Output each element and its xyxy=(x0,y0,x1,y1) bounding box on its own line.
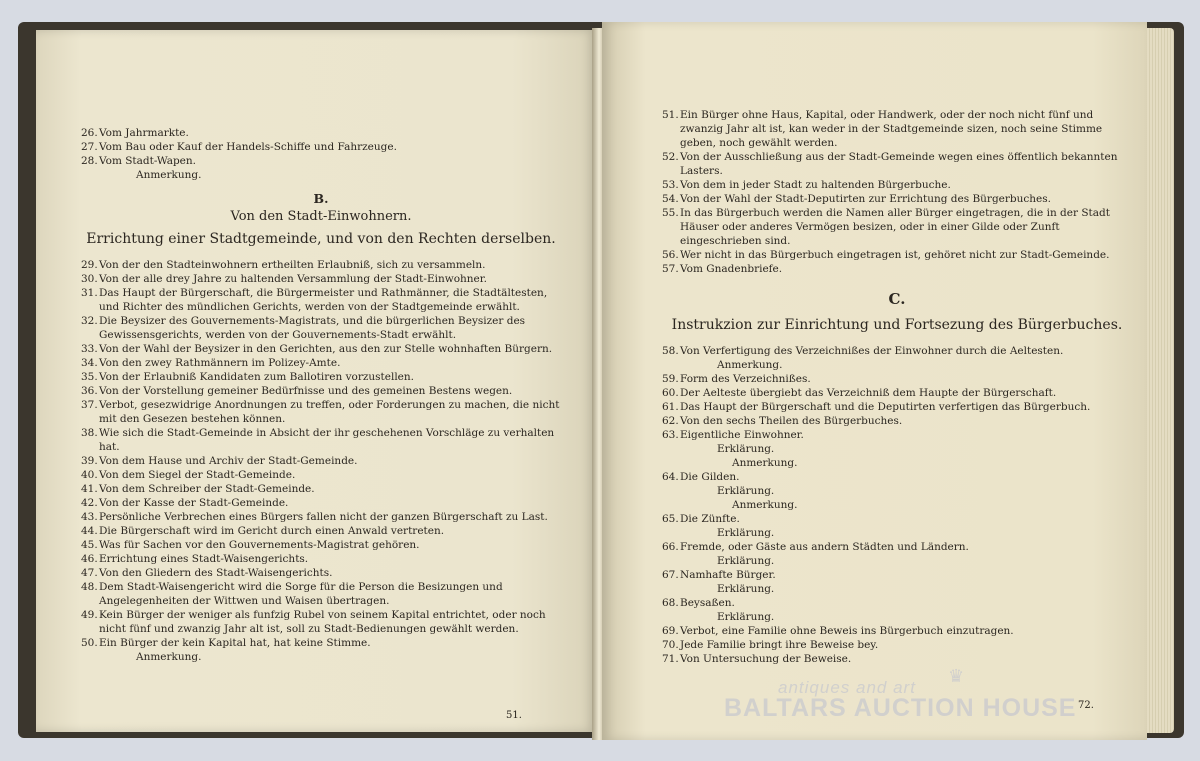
entry-number: 46. xyxy=(81,553,98,565)
entry-number: 54. xyxy=(662,193,679,205)
list-item xyxy=(81,524,561,538)
entry-text: Von Untersuchung der Beweise. xyxy=(680,653,852,665)
list-item xyxy=(662,248,1132,262)
entry-text: Von der Vorstellung gemeiner Bedürfnisse und des gemeinen Bestens wegen. xyxy=(99,385,513,397)
entry-note: Anmerkung. xyxy=(717,359,783,371)
entry-note: Anmerkung. xyxy=(136,651,202,663)
list-item xyxy=(662,652,1132,666)
entry-text: Die Bürgerschaft wird im Gericht durch einen Anwald vertreten. xyxy=(99,525,445,537)
list-item xyxy=(81,342,561,356)
list-item xyxy=(662,206,1132,248)
entry-text: Von dem Schreiber der Stadt-Gemeinde. xyxy=(99,483,315,495)
entry-text: Vom Bau oder Kauf der Handels-Schiffe und Fahrzeuge. xyxy=(99,141,397,153)
section-title: Instrukzion zur Einrichtung und Fortsezung des Bürgerbuches. xyxy=(671,317,1123,333)
watermark-brand: BALTARS AUCTION HOUSE xyxy=(724,694,1077,722)
entry-number: 37. xyxy=(81,399,98,411)
entry-text: Jede Familie bringt ihre Beweise bey. xyxy=(680,639,879,651)
left-page xyxy=(36,30,596,732)
entry-number: 47. xyxy=(81,567,98,579)
entry-text: Die Gilden. xyxy=(680,471,740,483)
entry-text: Von der Ausschließung aus der Stadt-Gemeinde wegen eines öffentlich bekannten Lasters. xyxy=(680,151,1118,177)
entry-number: 65. xyxy=(662,513,679,525)
entry-text: Beysaßen. xyxy=(680,597,735,609)
entry-text: Errichtung eines Stadt-Waisengerichts. xyxy=(99,553,309,565)
section-letter: B. xyxy=(313,191,329,206)
list-item xyxy=(81,154,561,168)
list-item xyxy=(81,140,561,154)
entry-text: Von den zwey Rathmännern im Polizey-Amte. xyxy=(99,357,341,369)
entry-number: 63. xyxy=(662,429,679,441)
list-item xyxy=(662,192,1132,206)
list-item xyxy=(81,510,561,524)
list-item xyxy=(81,580,561,608)
list-item xyxy=(81,426,561,454)
entry-number: 71. xyxy=(662,653,679,665)
entry-text: Von Verfertigung des Verzeichnißes der Einwohner durch die Aeltesten. xyxy=(680,345,1064,357)
entry-text: Dem Stadt-Waisengericht wird die Sorge für die Person die Besizungen und Angelegenheiten der Wittwen und Waisen übertragen. xyxy=(99,581,503,607)
entry-number: 33. xyxy=(81,343,98,355)
entry-text: Namhafte Bürger. xyxy=(680,569,776,581)
list-item xyxy=(81,314,561,342)
entry-number: 60. xyxy=(662,387,679,399)
list-item xyxy=(662,372,1132,386)
entry-number: 62. xyxy=(662,415,679,427)
entry-text: Vom Jahrmarkte. xyxy=(99,127,189,139)
entry-text: Vom Stadt-Wapen. xyxy=(99,155,196,167)
entry-text: Von der Kasse der Stadt-Gemeinde. xyxy=(99,497,289,509)
entry-text: Eigentliche Einwohner. xyxy=(680,429,804,441)
entry-number: 57. xyxy=(662,263,679,275)
entry-text: Von der alle drey Jahre zu haltenden Versammlung der Stadt-Einwohner. xyxy=(99,273,487,285)
entry-explanation: Erklärung. xyxy=(717,443,775,455)
entry-number: 67. xyxy=(662,569,679,581)
entry-text: Wie sich die Stadt-Gemeinde in Absicht der ihr geschehenen Vorschläge zu verhalten hat. xyxy=(99,427,555,453)
crown-icon: ♛ xyxy=(948,666,965,686)
entry-number: 55. xyxy=(662,207,679,219)
entry-number: 64. xyxy=(662,471,679,483)
entry-number: 40. xyxy=(81,469,98,481)
list-item xyxy=(81,454,561,468)
entry-number: 34. xyxy=(81,357,98,369)
entry-text: Ein Bürger der kein Kapital hat, hat keine Stimme. xyxy=(99,637,371,649)
auction-watermark xyxy=(720,666,1120,736)
entry-number: 68. xyxy=(662,597,679,609)
open-book xyxy=(18,14,1184,740)
list-item xyxy=(662,178,1132,192)
entry-text: Persönliche Verbrechen eines Bürgers fallen nicht der ganzen Bürgerschaft zu Last. xyxy=(99,511,548,523)
entry-text: Von dem Hause und Archiv der Stadt-Gemeinde. xyxy=(99,455,358,467)
list-item xyxy=(662,540,1132,554)
entry-note: Anmerkung. xyxy=(136,169,202,181)
right-page-entries xyxy=(662,108,1132,666)
list-item xyxy=(81,496,561,510)
list-item xyxy=(81,538,561,552)
list-item xyxy=(662,596,1132,610)
entry-number: 39. xyxy=(81,455,98,467)
entry-text: Ein Bürger ohne Haus, Kapital, oder Handwerk, oder der noch nicht fünf und zwanzig Jahr alt ist, kan weder in der Stadtgemeinde sizen, noch seine Stimme geben, noch gewählt werden. xyxy=(680,109,1103,149)
entry-number: 43. xyxy=(81,511,98,523)
entry-number: 31. xyxy=(81,287,98,299)
section-letter: C. xyxy=(888,290,906,308)
left-page-entries xyxy=(81,126,561,664)
entry-number: 38. xyxy=(81,427,98,439)
entry-text: Die Beysizer des Gouvernements-Magistrats, und die bürgerlichen Beysizer des Gewissensgerichts, werden von der Gouvernements-Stadt erwählt. xyxy=(99,315,526,341)
entry-text: Von dem in jeder Stadt zu haltenden Bürgerbuche. xyxy=(680,179,951,191)
entry-number: 29. xyxy=(81,259,98,271)
entry-number: 36. xyxy=(81,385,98,397)
entry-explanation: Erklärung. xyxy=(717,583,775,595)
list-item xyxy=(81,126,561,140)
entry-number: 32. xyxy=(81,315,98,327)
list-item xyxy=(662,512,1132,526)
entry-note: Anmerkung. xyxy=(732,499,798,511)
watermark-tagline: antiques and art xyxy=(778,678,916,697)
entry-number: 26. xyxy=(81,127,98,139)
list-item xyxy=(662,386,1132,400)
entry-number: 41. xyxy=(81,483,98,495)
entry-number: 28. xyxy=(81,155,98,167)
entry-number: 70. xyxy=(662,639,679,651)
entry-number: 45. xyxy=(81,539,98,551)
list-item xyxy=(662,150,1132,178)
entry-text: Die Zünfte. xyxy=(680,513,740,525)
entry-text: Von den sechs Theilen des Bürgerbuches. xyxy=(680,415,903,427)
list-item xyxy=(662,624,1132,638)
list-item xyxy=(662,400,1132,414)
entry-explanation: Erklärung. xyxy=(717,611,775,623)
entry-explanation: Erklärung. xyxy=(717,527,775,539)
page-edges xyxy=(1144,28,1174,733)
list-item xyxy=(662,428,1132,442)
entry-text: Fremde, oder Gäste aus andern Städten und Ländern. xyxy=(680,541,969,553)
entry-text: In das Bürgerbuch werden die Namen aller Bürger eingetragen, die in der Stadt Häuser oder anderes Vermögen besizen, oder in einer Gilde oder Zunft eingeschrieben sind. xyxy=(680,207,1110,247)
list-item xyxy=(662,344,1132,358)
page-number: 72. xyxy=(1078,700,1094,711)
entry-note: Anmerkung. xyxy=(732,457,798,469)
list-item xyxy=(662,262,1132,276)
entry-text: Das Haupt der Bürgerschaft, die Bürgermeister und Rathmänner, die Stadtältesten, und Richter des mündlichen Gerichts, werden von der Stadtgemeinde erwählt. xyxy=(99,287,548,313)
entry-number: 53. xyxy=(662,179,679,191)
entry-number: 27. xyxy=(81,141,98,153)
entry-number: 58. xyxy=(662,345,679,357)
entry-text: Das Haupt der Bürgerschaft und die Deputirten verfertigen das Bürgerbuch. xyxy=(680,401,1091,413)
list-item xyxy=(81,398,561,426)
entry-number: 48. xyxy=(81,581,98,593)
entry-number: 69. xyxy=(662,625,679,637)
list-item xyxy=(81,482,561,496)
list-item xyxy=(81,286,561,314)
list-item xyxy=(662,470,1132,484)
list-item xyxy=(81,272,561,286)
list-item xyxy=(81,258,561,272)
list-item xyxy=(81,608,561,636)
entry-number: 51. xyxy=(662,109,679,121)
entry-number: 44. xyxy=(81,525,98,537)
entry-number: 52. xyxy=(662,151,679,163)
list-item xyxy=(662,568,1132,582)
entry-explanation: Erklärung. xyxy=(717,485,775,497)
entry-text: Von der den Stadteinwohnern ertheilten Erlaubniß, sich zu versammeln. xyxy=(99,259,486,271)
entry-text: Kein Bürger der weniger als funfzig Rubel von seinem Kapital entrichtet, oder noch nicht fünf und zwanzig Jahr alt ist, soll zu Stadt-Bedienungen gewählt werden. xyxy=(99,609,546,635)
entry-text: Verbot, eine Familie ohne Beweis ins Bürgerbuch einzutragen. xyxy=(680,625,1014,637)
list-item xyxy=(662,108,1132,150)
list-item xyxy=(81,566,561,580)
list-item xyxy=(81,468,561,482)
entry-number: 30. xyxy=(81,273,98,285)
entry-text: Wer nicht in das Bürgerbuch eingetragen ist, gehöret nicht zur Stadt-Gemeinde. xyxy=(680,249,1110,261)
list-item xyxy=(81,552,561,566)
entry-text: Von der Erlaubniß Kandidaten zum Ballotiren vorzustellen. xyxy=(99,371,414,383)
entry-number: 50. xyxy=(81,637,98,649)
entry-text: Von der Wahl der Stadt-Deputirten zur Errichtung des Bürgerbuches. xyxy=(680,193,1051,205)
entry-text: Von den Gliedern des Stadt-Waisengerichts. xyxy=(99,567,333,579)
entry-number: 61. xyxy=(662,401,679,413)
entry-number: 59. xyxy=(662,373,679,385)
list-item xyxy=(81,370,561,384)
list-item xyxy=(81,384,561,398)
entry-number: 42. xyxy=(81,497,98,509)
list-item xyxy=(662,414,1132,428)
section-subtitle: Errichtung einer Stadtgemeinde, und von den Rechten derselben. xyxy=(86,231,556,247)
entry-text: Von der Wahl der Beysizer in den Gerichten, aus den zur Stelle wohnhaften Bürgern. xyxy=(99,343,553,355)
page-number: 51. xyxy=(506,710,522,721)
right-page xyxy=(602,22,1147,740)
entry-text: Verbot, gesezwidrige Anordnungen zu treffen, oder Forderungen zu machen, die nicht mit den Gesezen bestehen können. xyxy=(99,399,560,425)
entry-text: Form des Verzeichnißes. xyxy=(680,373,811,385)
entry-explanation: Erklärung. xyxy=(717,555,775,567)
entry-number: 49. xyxy=(81,609,98,621)
entry-text: Vom Gnadenbriefe. xyxy=(680,263,783,275)
entry-number: 56. xyxy=(662,249,679,261)
entry-number: 35. xyxy=(81,371,98,383)
entry-text: Von dem Siegel der Stadt-Gemeinde. xyxy=(99,469,296,481)
list-item xyxy=(81,636,561,650)
list-item xyxy=(81,356,561,370)
entry-text: Was für Sachen vor den Gouvernements-Magistrat gehören. xyxy=(99,539,420,551)
entry-number: 66. xyxy=(662,541,679,553)
section-title: Von den Stadt-Einwohnern. xyxy=(230,209,412,224)
entry-text: Der Aelteste übergiebt das Verzeichniß dem Haupte der Bürgerschaft. xyxy=(680,387,1057,399)
list-item xyxy=(662,638,1132,652)
